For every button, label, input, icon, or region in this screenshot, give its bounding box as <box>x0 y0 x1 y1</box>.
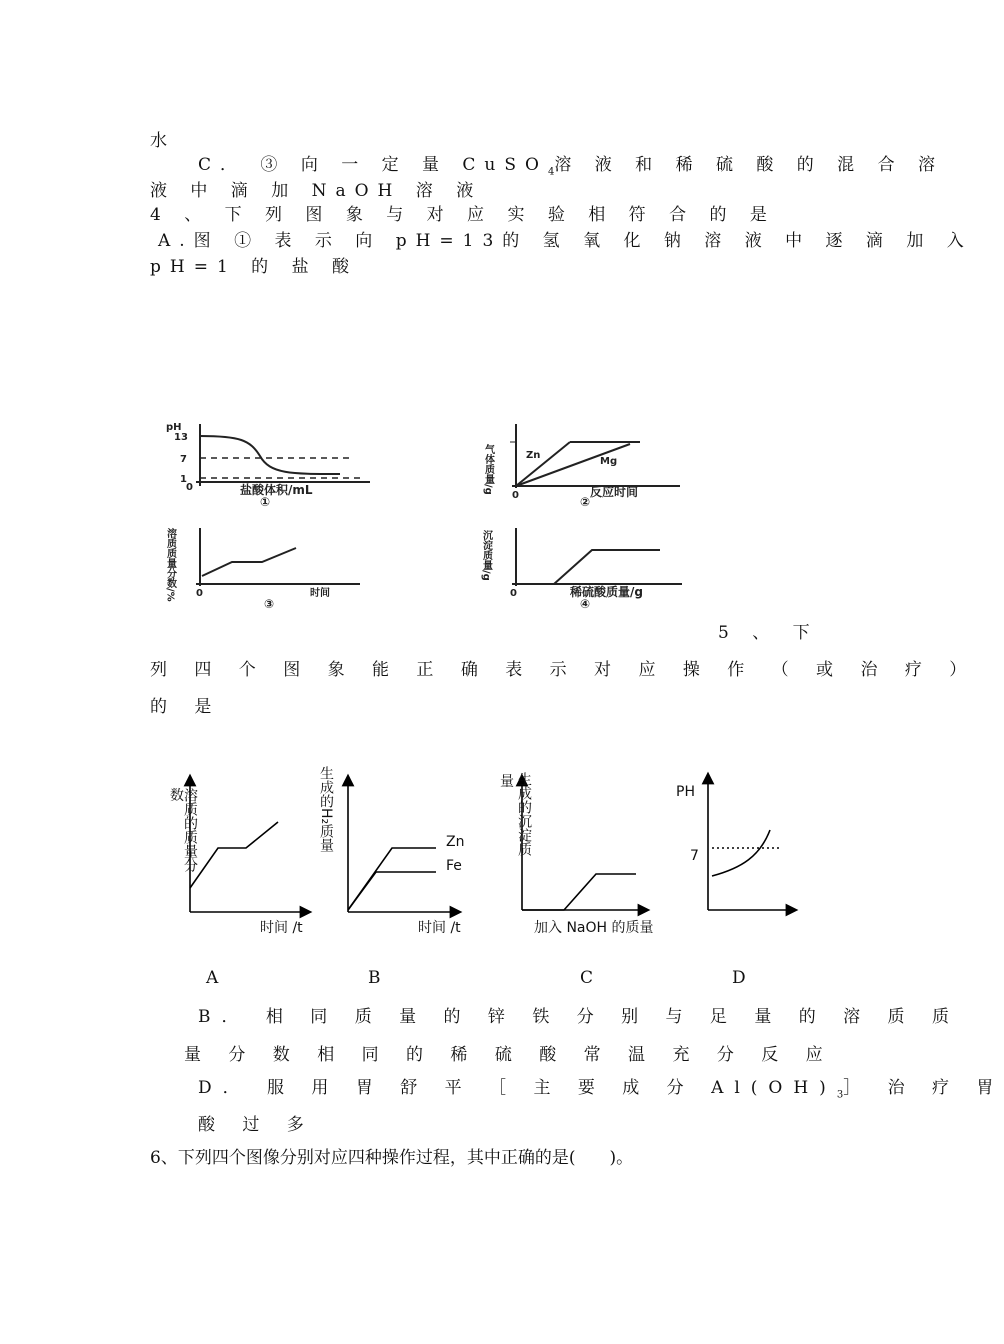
g3-number: ③ <box>264 597 275 611</box>
g3-ylabel: 溶质质量分数/% <box>164 528 176 602</box>
g3-origin: 0 <box>196 588 203 599</box>
option-c-text-a: C． ③ 向 一 定 量 CuSO <box>198 155 548 175</box>
option-d-text-b: ］ 治 疗 胃 <box>843 1078 1004 1098</box>
b-series-zn: Zn <box>446 834 465 850</box>
g4-ylabel: 沉淀质量/g <box>480 530 492 581</box>
g2-number: ② <box>580 495 591 509</box>
question-5-line-3: 的 是 <box>150 697 223 717</box>
label-c: C <box>580 968 594 988</box>
g4-origin: 0 <box>510 588 517 599</box>
g1-number: ① <box>260 495 271 509</box>
g2-ylabel: 气体质量/g <box>482 444 494 495</box>
option-c-line-2: 液 中 滴 加 NaOH 溶 液 <box>150 181 483 201</box>
g1-tick-13: 13 <box>174 432 188 443</box>
option-c-line-1 <box>198 150 944 177</box>
option-b-line-2: 量 分 数 相 同 的 稀 硫 酸 常 温 充 分 反 应 <box>184 1045 834 1065</box>
option-d-text-a: D． 服 用 胃 舒 平 ［ 主 要 成 分 Al(OH) <box>198 1078 837 1098</box>
b-series-fe: Fe <box>446 858 462 874</box>
g3-xlabel: 时间 <box>310 588 330 599</box>
label-b: B <box>368 968 381 988</box>
question-5-line-2: 列 四 个 图 象 能 正 确 表 示 对 应 操 作 （ 或 治 疗 ） <box>150 660 978 680</box>
figure-2 <box>160 750 810 950</box>
g2-series-zn: Zn <box>526 450 541 461</box>
option-b-line-1: B． 相 同 质 量 的 锌 铁 分 别 与 足 量 的 溶 质 质 <box>198 1007 960 1027</box>
option-d-line-2: 酸 过 多 <box>198 1115 315 1135</box>
b-xlabel: 时间 /t <box>418 920 461 936</box>
g2-xlabel: 反应时间 <box>590 485 639 499</box>
text-line-1: 水 <box>150 131 167 151</box>
g4-xlabel: 稀硫酸质量/g <box>570 585 643 599</box>
b-ylabel: 生成的H₂质量 <box>318 766 334 853</box>
g1-xlabel: 盐酸体积/mL <box>240 483 313 497</box>
g2-origin: 0 <box>512 490 519 501</box>
g1-ylabel: pH <box>166 422 182 433</box>
label-d: D <box>732 968 746 988</box>
label-a: A <box>206 968 219 988</box>
g1-tick-0: 0 <box>186 482 193 493</box>
question-5-start: 5 、 下 <box>718 623 819 643</box>
a-xlabel: 时间 /t <box>260 920 303 936</box>
figure-1 <box>160 418 700 614</box>
question-4: 4 、 下 列 图 象 与 对 应 实 验 相 符 合 的 是 <box>150 205 776 225</box>
option-a-line-2: pH=1 的 盐 酸 <box>150 257 358 277</box>
subscript: 4 <box>547 166 555 178</box>
subscript: 3 <box>836 1089 844 1101</box>
option-c-text-b: 溶 液 和 稀 硫 酸 的 混 合 溶 <box>554 155 944 175</box>
a-ylabel-top: 数 <box>170 788 184 804</box>
d-tick-7: 7 <box>690 848 699 864</box>
a-ylabel: 溶质的质量分 <box>182 788 198 872</box>
c-ylabel: 生成的沉淀质 <box>516 772 532 856</box>
g4-number: ④ <box>580 597 591 611</box>
c-ylabel-top: 量 <box>500 774 514 790</box>
option-d-line-1 <box>198 1073 1004 1100</box>
g1-tick-7: 7 <box>180 454 187 465</box>
c-xlabel: 加入 NaOH 的质量 <box>534 920 654 936</box>
d-ylabel: PH <box>676 784 695 800</box>
option-a-line-1: A.图 ① 表 示 向 pH=13的 氢 氧 化 钠 溶 液 中 逐 滴 加 入 <box>158 231 973 251</box>
question-6: 6、下列四个图像分别对应四种操作过程，其中正确的是( )。 <box>150 1148 634 1168</box>
g1-tick-1: 1 <box>180 474 187 485</box>
g2-series-mg: Mg <box>600 456 618 467</box>
